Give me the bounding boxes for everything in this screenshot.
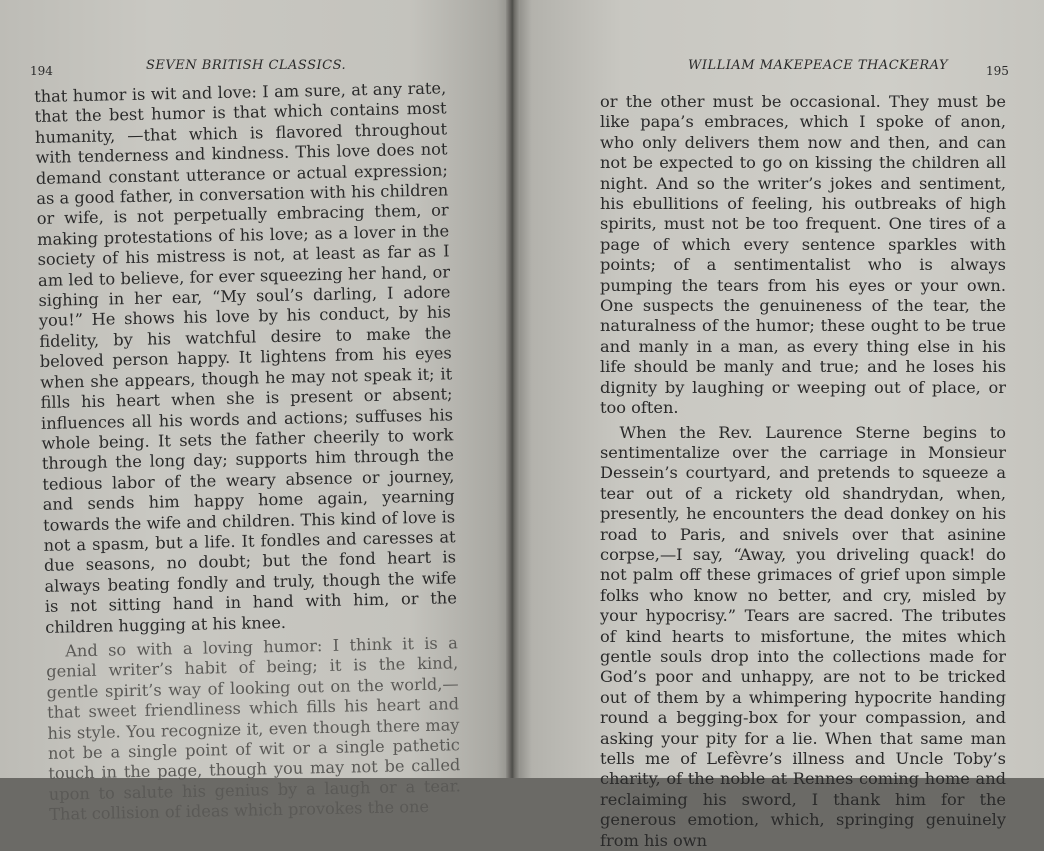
left-running-head: SEVEN BRITISH CLASSICS. <box>146 58 346 80</box>
right-page-body <box>600 92 1006 851</box>
right-page-number: 195 <box>986 64 1009 78</box>
right-paragraph-1: or the other must be occasional. They must be like papa’s embraces, which I spoke of anon, who only delivers them now and then, and can not be expected to go on kissing the children all night. And so the writer’s jokes and sentiment, his ebullitions of feeling, his outbreaks of high spirits, must not be too frequent. One tires of a page of which every sentence sparkles with points; of a sentimentalist who is always pumping the tears from his eyes or your own. One suspects the genuineness of the tear, the naturalness of the humor; these ought to be true and manly in a man, as every thing else in his life should be manly and true; and he loses his dignity by laughing or weeping out of place, or too often. <box>600 92 1006 419</box>
book-gutter <box>506 0 520 778</box>
left-page-body <box>34 78 461 825</box>
left-page-number: 194 <box>30 64 53 78</box>
right-running-head: WILLIAM MAKEPEACE THACKERAY <box>688 58 948 80</box>
right-paragraph-2: When the Rev. Laurence Sterne begins to sentimentalize over the carriage in Monsieur Dessein’s courtyard, and pretends to squeeze a tear out of a rickety old shandrydan, when, presently, he encounters the dead donkey on his road to Paris, and snivels over that asinine corpse,—I say, “Away, you driveling quack! do not palm off these grimaces of grief upon simple folks who know no better, and cry, misled by your hypocrisy.” Tears are sacred. The tributes of kind hearts to misfortune, the mites which gentle souls drop into the collections made for God’s poor and unhappy, are not to be tricked out of them by a whimpering hypocrite handing round a begging-box for your compassion, and asking your pity for a lie. When that same man tells me of Lefèvre’s illness and Uncle Toby’s charity, of the noble at Rennes coming home and reclaiming his sword, I thank him for the generous emotion, which, springing genuinely from his own <box>600 423 1006 851</box>
right-page <box>516 0 1044 778</box>
left-paragraph-2: And so with a loving humor: I think it is a genial writer’s habit of being; it is the kind, gentle spirit’s way of looking out on the world,—that sweet friendliness which fills his heart and his style. You recognize it, even though there may not be a single point of wit or a single pathetic touch in the page, though you may not be called upon to salute his genius by a laugh or a tear. That collision of ideas which provokes the one <box>46 633 462 825</box>
left-page <box>0 0 512 778</box>
left-paragraph-1: that humor is wit and love: I am sure, at any rate, that the best humor is that which contains most humanity, —that which is flavored throughout with tenderness and kindness. This love does not demand constant utterance or actual expression; as a good father, in conversation with his children or wife, is not perpetually embracing them, or making protestations of his love; as a lover in the society of his mistress is not, at least as far as I am led to believe, for ever squeezing her hand, or sighing in her ear, “My soul’s darling, I adore you!” He shows his love by his conduct, by his fidelity, by his watchful desire to make the beloved person happy. It lightens from his eyes when she appears, though he may not speak it; it fills his heart when she is present or absent; influences all his words and actions; suffuses his whole being. It sets the father cheerily to work through the long day; supports him through the tedious labor of the weary absence or journey, and sends him happy home again, yearning towards the wife and children. This kind of love is not a spasm, but a life. It fondles and caresses at due seasons, no doubt; but the fond heart is always beating fondly and truly, though the wife is not sitting hand in hand with him, or the children hugging at his knee. <box>34 78 457 637</box>
